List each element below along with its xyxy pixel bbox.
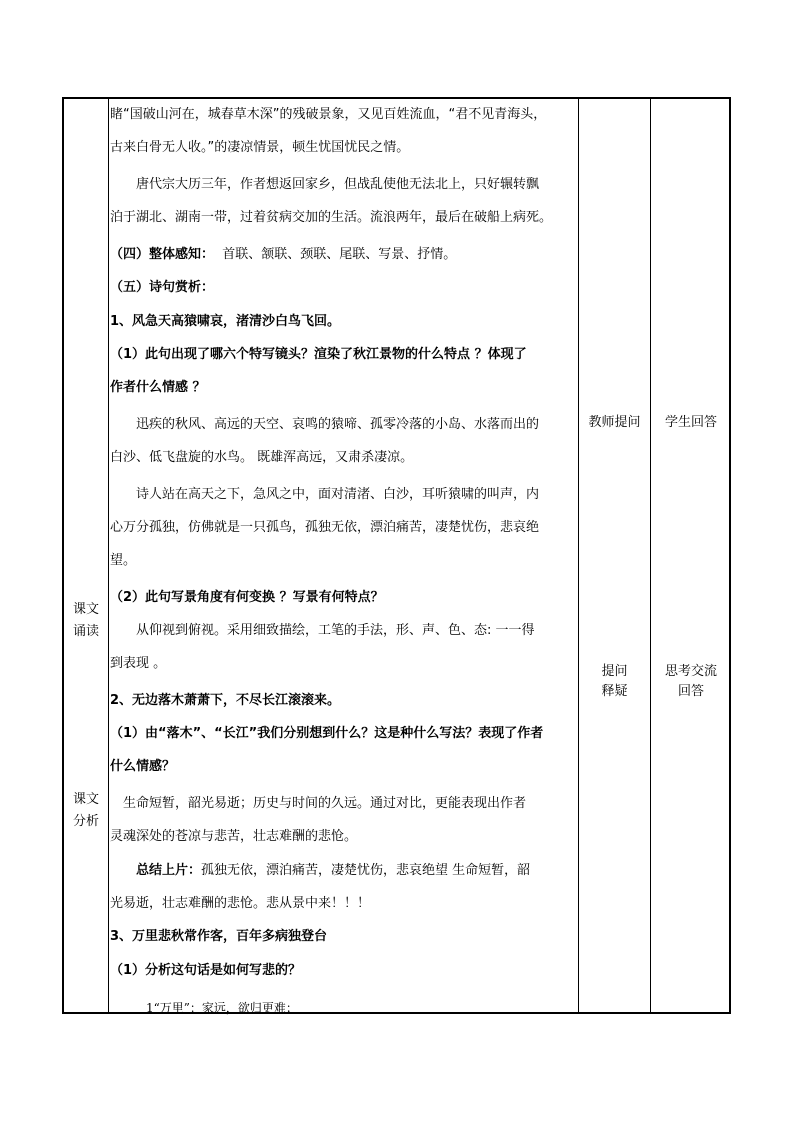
content-line-text: （2）此句写景角度有何变换 ？写景有何特点？ xyxy=(110,590,384,605)
content-line-rest: 首联、颔联、颈联、尾联、写景、抒情。 xyxy=(214,247,457,262)
content-line xyxy=(110,827,357,847)
content-line xyxy=(110,518,539,538)
content-line-text: 作者什么情感 ？ xyxy=(110,380,206,395)
content-line-text: 唐代宗大历三年，作者想返回家乡，但战乱使他无法北上，只好辗转飘 xyxy=(136,177,540,192)
content-line xyxy=(110,621,535,641)
student-activity-1: 学生回答 xyxy=(664,415,717,430)
content-line xyxy=(110,551,136,571)
content-line xyxy=(110,105,546,125)
content-line-text: 迅疾的秋风、高远的天空、哀鸣的猿啼、孤零冷落的小岛、水落而出的 xyxy=(136,417,540,432)
content-line-text: 古来白骨无人收。”的凄凉情景，顿生忧国忧民之情。 xyxy=(110,140,410,155)
content-line-text: 诗人站在高天之下，急风之中，面对清渚、白沙，耳听猿啸的叫声，内 xyxy=(136,487,540,502)
content-line-text: 总结上片： xyxy=(136,863,202,878)
content-line-text: （1）分析这句话是如何写悲的？ xyxy=(110,963,302,978)
content-line-text: （1）此句出现了哪六个特写镜头？渲染了秋江景物的什么特点 ？体现了 xyxy=(110,347,527,362)
content-line-text: 生命短暂，韶光易逝；历史与时间的久远。通过对比，更能表现出作者 xyxy=(123,796,527,811)
content-line xyxy=(110,961,301,981)
content-line-text: （五）诗句赏析： xyxy=(110,280,215,295)
content-line-text: 1、风急天高猿啸哀，渚清沙白鸟飞回。 xyxy=(110,314,341,329)
content-line-text: （1）由“落木”、“长江”我们分别想到什么？这是种什么写法？表现了作者 xyxy=(110,726,544,741)
content-line xyxy=(110,691,340,711)
teacher-activity-2: 提问 释疑 xyxy=(601,664,628,699)
content-line xyxy=(110,757,175,777)
content-line-text: 到表现 。 xyxy=(110,656,167,671)
column-divider xyxy=(578,99,579,1012)
content-line xyxy=(110,724,543,744)
content-line-text: 望。 xyxy=(110,553,137,568)
content-line xyxy=(110,245,456,265)
content-line-text: 光易逝，壮志难酬的悲怆。悲从景中来！！！ xyxy=(110,896,371,911)
content-line xyxy=(110,448,413,468)
content-line-text: 睹“国破山河在，城春草木深”的残破景象，又见百姓流血，“君不见青海头， xyxy=(110,107,547,122)
content-line-text: 泊于湖北、湖南一带，过着贫病交加的生活。流浪两年，最后在破船上病死。 xyxy=(110,210,553,225)
content-line xyxy=(110,861,530,881)
content-line-text: 白沙、低飞盘旋的水鸟。 既雄浑高远，又肃杀凄凉。 xyxy=(110,450,414,465)
content-line xyxy=(110,894,370,914)
content-line xyxy=(110,485,539,505)
column-divider xyxy=(650,99,651,1012)
teacher-activity-1: 教师提问 xyxy=(588,415,641,430)
column-divider xyxy=(108,99,109,1012)
content-line xyxy=(110,415,539,435)
content-line xyxy=(110,208,552,228)
content-line xyxy=(110,312,340,332)
content-line xyxy=(110,998,298,1018)
content-line xyxy=(110,588,384,608)
content-line xyxy=(110,794,526,814)
content-line-text: 3、万里悲秋常作客，百年多病独登台 xyxy=(110,929,328,944)
section-label-analysis: 课文 分析 xyxy=(72,792,99,829)
content-line-text: 心万分孤独，仿佛就是一只孤鸟，孤独无依，漂泊痛苦，凄楚忧伤，悲哀绝 xyxy=(110,520,540,535)
content-line-text: 什么情感？ xyxy=(110,759,176,774)
content-line-text: （四）整体感知： xyxy=(110,247,215,262)
content-line-rest: 孤独无依，漂泊痛苦，凄楚忧伤，悲哀绝望 生命短暂，韶 xyxy=(201,863,531,878)
content-line xyxy=(110,175,539,195)
content-line xyxy=(110,278,214,298)
content-line-text: 1“万里”：家远，欲归更难； xyxy=(146,1001,298,1015)
content-line xyxy=(110,378,206,398)
section-label-recitation: 课文 诵读 xyxy=(72,602,99,639)
content-line xyxy=(110,654,166,674)
content-line-text: 灵魂深处的苍凉与悲苦，壮志难酬的悲怆。 xyxy=(110,829,358,844)
content-line xyxy=(110,345,527,365)
content-line-text: 从仰视到俯视。采用细致描绘，工笔的手法，形、声、色、态: 一一得 xyxy=(136,623,535,638)
student-activity-2: 思考交流 回答 xyxy=(664,664,717,699)
content-line xyxy=(110,138,409,158)
content-line-text: 2、无边落木萧萧下，不尽长江滚滚来。 xyxy=(110,693,341,708)
content-line xyxy=(110,927,327,947)
